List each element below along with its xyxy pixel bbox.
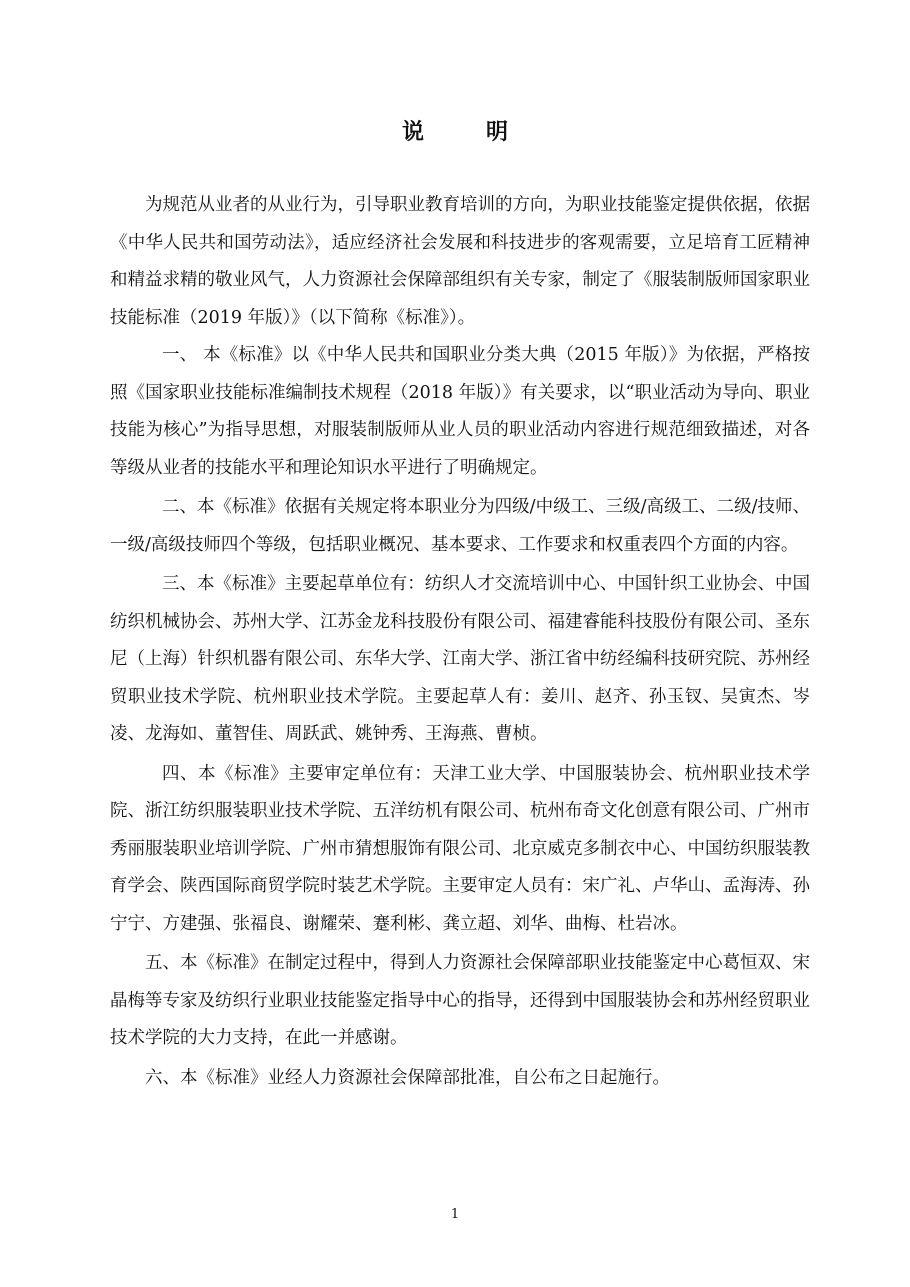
paragraph-2: 二、本《标准》依据有关规定将本职业分为四级/中级工、三级/高级工、二级/技师、一级/高级技师四个等级，包括职业概况、基本要求、工作要求和权重表四个方面的内容。	[110, 497, 810, 555]
page-number: 1	[450, 1207, 460, 1222]
paragraph-5: 五、本《标准》在制定过程中，得到人力资源社会保障部职业技能鉴定中心葛恒双、宋晶梅等专家及纺织行业职业技能鉴定指导中心的指导，还得到中国服装协会和苏州经贸职业技术学院的大力支持，在此一并感谢。	[110, 953, 810, 1048]
paragraph-4: 四、本《标准》主要审定单位有：天津工业大学、中国服装协会、杭州职业技术学院、浙江纺织服装职业技术学院、五洋纺机有限公司、杭州布奇文化创意有限公司、广州市秀丽服装职业培训学院、广州市猜想服饰有限公司、北京威克多制衣中心、中国纺织服装教育学会、陕西国际商贸学院时装艺术学院。主要审定人员有：宋广礼、卢华山、孟海涛、孙宁宁、方建强、张福良、谢耀荣、蹇利彬、龚立超、刘华、曲梅、杜岩冰。	[110, 763, 810, 934]
document-body	[110, 187, 810, 1097]
paragraph-6: 六、本《标准》业经人力资源社会保障部批准，自公布之日起施行。	[145, 1067, 670, 1088]
intro-paragraph: 为规范从业者的从业行为，引导职业教育培训的方向，为职业技能鉴定提供依据，依据《中华人民共和国劳动法》，适应经济社会发展和科技进步的客观需要，立足培育工匠精神和精益求精的敬业风气，人力资源社会保障部组织有关专家，制定了《服装制版师国家职业技能标准（2019 年版）》（以下简称《标准》）。	[110, 195, 810, 328]
paragraph-3: 三、本《标准》主要起草单位有：纺织人才交流培训中心、中国针织工业协会、中国纺织机械协会、苏州大学、江苏金龙科技股份有限公司、福建睿能科技股份有限公司、圣东尼（上海）针织机器有限公司、东华大学、江南大学、浙江省中纺经编科技研究院、苏州经贸职业技术学院、杭州职业技术学院。主要起草人有：姜川、赵齐、孙玉钗、吴寅杰、岑凌、龙海如、董智佳、周跃武、姚钟秀、王海燕、曹桢。	[110, 574, 810, 744]
page-title: 说 明	[401, 119, 528, 145]
paragraph-1: 一、 本《标准》以《中华人民共和国职业分类大典（2015 年版）》为依据，严格按照《国家职业技能标准编制技术规程（2018 年版）》有关要求，以“职业活动为导向、职业技能为核心”为指导思想，对服装制版师从业人员的职业活动内容进行规范细致描述，对各等级从业者的技能水平和理论知识水平进行了明确规定。	[110, 345, 810, 478]
